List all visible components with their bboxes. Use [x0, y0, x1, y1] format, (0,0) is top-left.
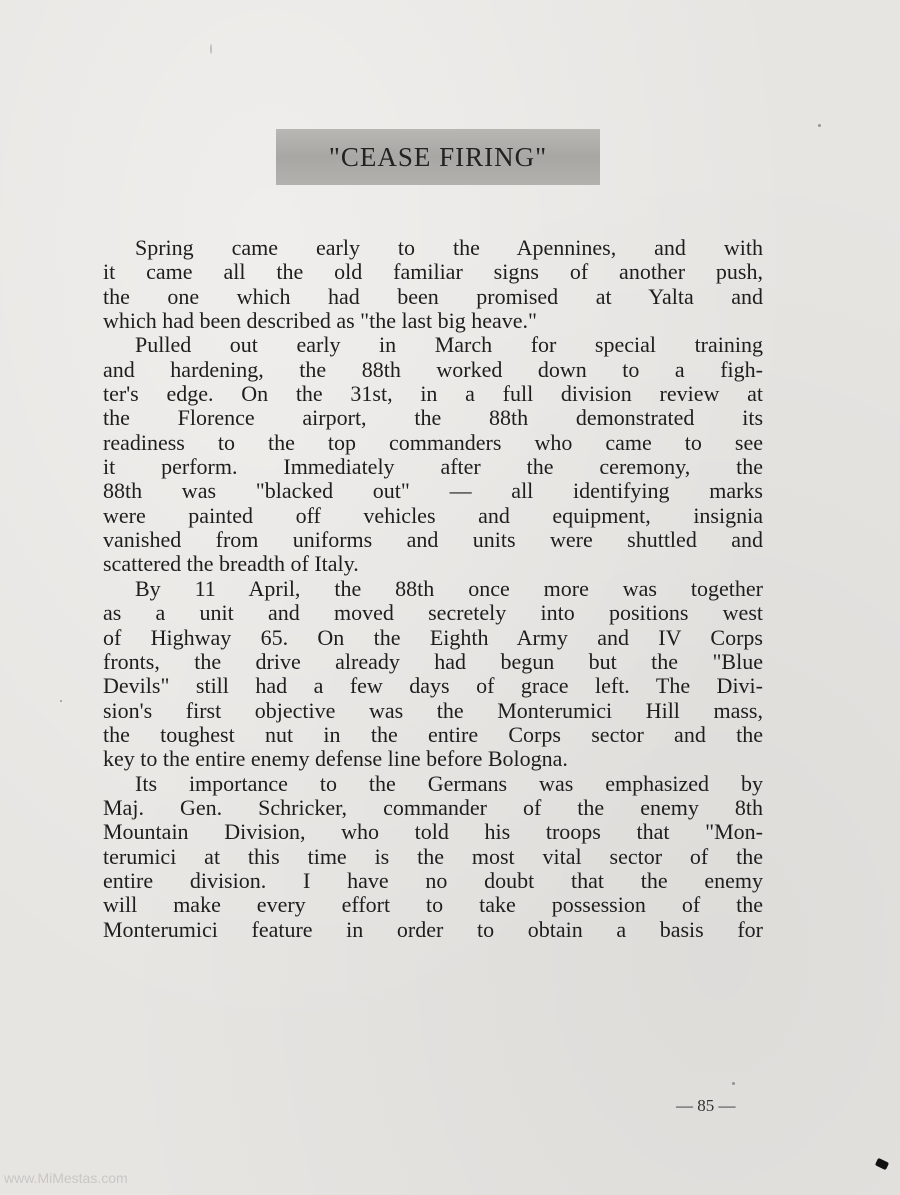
text-line: Spring came early to the Apennines, and with	[135, 235, 763, 260]
text-line: Monterumici feature in order to obtain a basis for	[103, 916, 763, 942]
paper-speck	[60, 700, 62, 702]
chapter-heading: "CEASE FIRING"	[328, 141, 548, 172]
chapter-heading-box	[276, 129, 600, 185]
text-line: it perform. Immediately after the ceremony, the	[103, 454, 763, 480]
text-line: were painted off vehicles and equipment, insignia	[103, 502, 763, 528]
text-line: Pulled out early in March for special training	[135, 332, 763, 358]
text-line: key to the entire enemy defense line before Bologna.	[103, 746, 568, 772]
body-text	[103, 236, 763, 942]
text-line: the one which had been promised at Yalta and	[103, 283, 763, 309]
text-line: scattered the breadth of Italy.	[103, 551, 359, 577]
text-line: entire division. I have no doubt that the enemy	[103, 867, 763, 893]
paper-speck	[210, 44, 212, 54]
text-line: readiness to the top commanders who came to see	[103, 429, 763, 455]
ink-blot-mark	[875, 1158, 889, 1170]
text-line: Its importance to the Germans was emphasized by	[135, 770, 763, 796]
text-line: By 11 April, the 88th once more was together	[135, 575, 763, 601]
text-line: ter's edge. On the 31st, in a full division review at	[103, 381, 763, 407]
text-line: Mountain Division, who told his troops that "Mon-	[103, 819, 763, 845]
text-line: Devils" still had a few days of grace left. The Divi-	[103, 673, 763, 699]
text-line: terumici at this time is the most vital sector of the	[103, 843, 763, 869]
text-line: will make every effort to take possession of the	[103, 892, 763, 918]
paper-speck	[732, 1082, 735, 1085]
text-line: which had been described as "the last big heave."	[103, 308, 537, 334]
text-line: as a unit and moved secretely into positions west	[103, 600, 763, 626]
text-line: it came all the old familiar signs of another push,	[103, 259, 763, 285]
text-line: and hardening, the 88th worked down to a figh-	[103, 356, 763, 382]
text-line: of Highway 65. On the Eighth Army and IV Corps	[103, 624, 763, 650]
text-line: 88th was "blacked out" — all identifying marks	[103, 478, 763, 504]
text-line: vanished from uniforms and units were shuttled and	[103, 527, 763, 553]
text-line: sion's first objective was the Monterumici Hill mass,	[103, 697, 763, 723]
text-line: the Florence airport, the 88th demonstrated its	[103, 405, 763, 431]
page-number: — 85 —	[676, 1096, 736, 1115]
text-line: the toughest nut in the entire Corps sector and the	[103, 721, 763, 747]
watermark: www.MiMestas.com	[4, 1170, 128, 1186]
text-line: Maj. Gen. Schricker, commander of the enemy 8th	[103, 794, 763, 820]
paper-speck	[818, 124, 821, 127]
text-line: fronts, the drive already had begun but the "Blue	[103, 648, 763, 674]
